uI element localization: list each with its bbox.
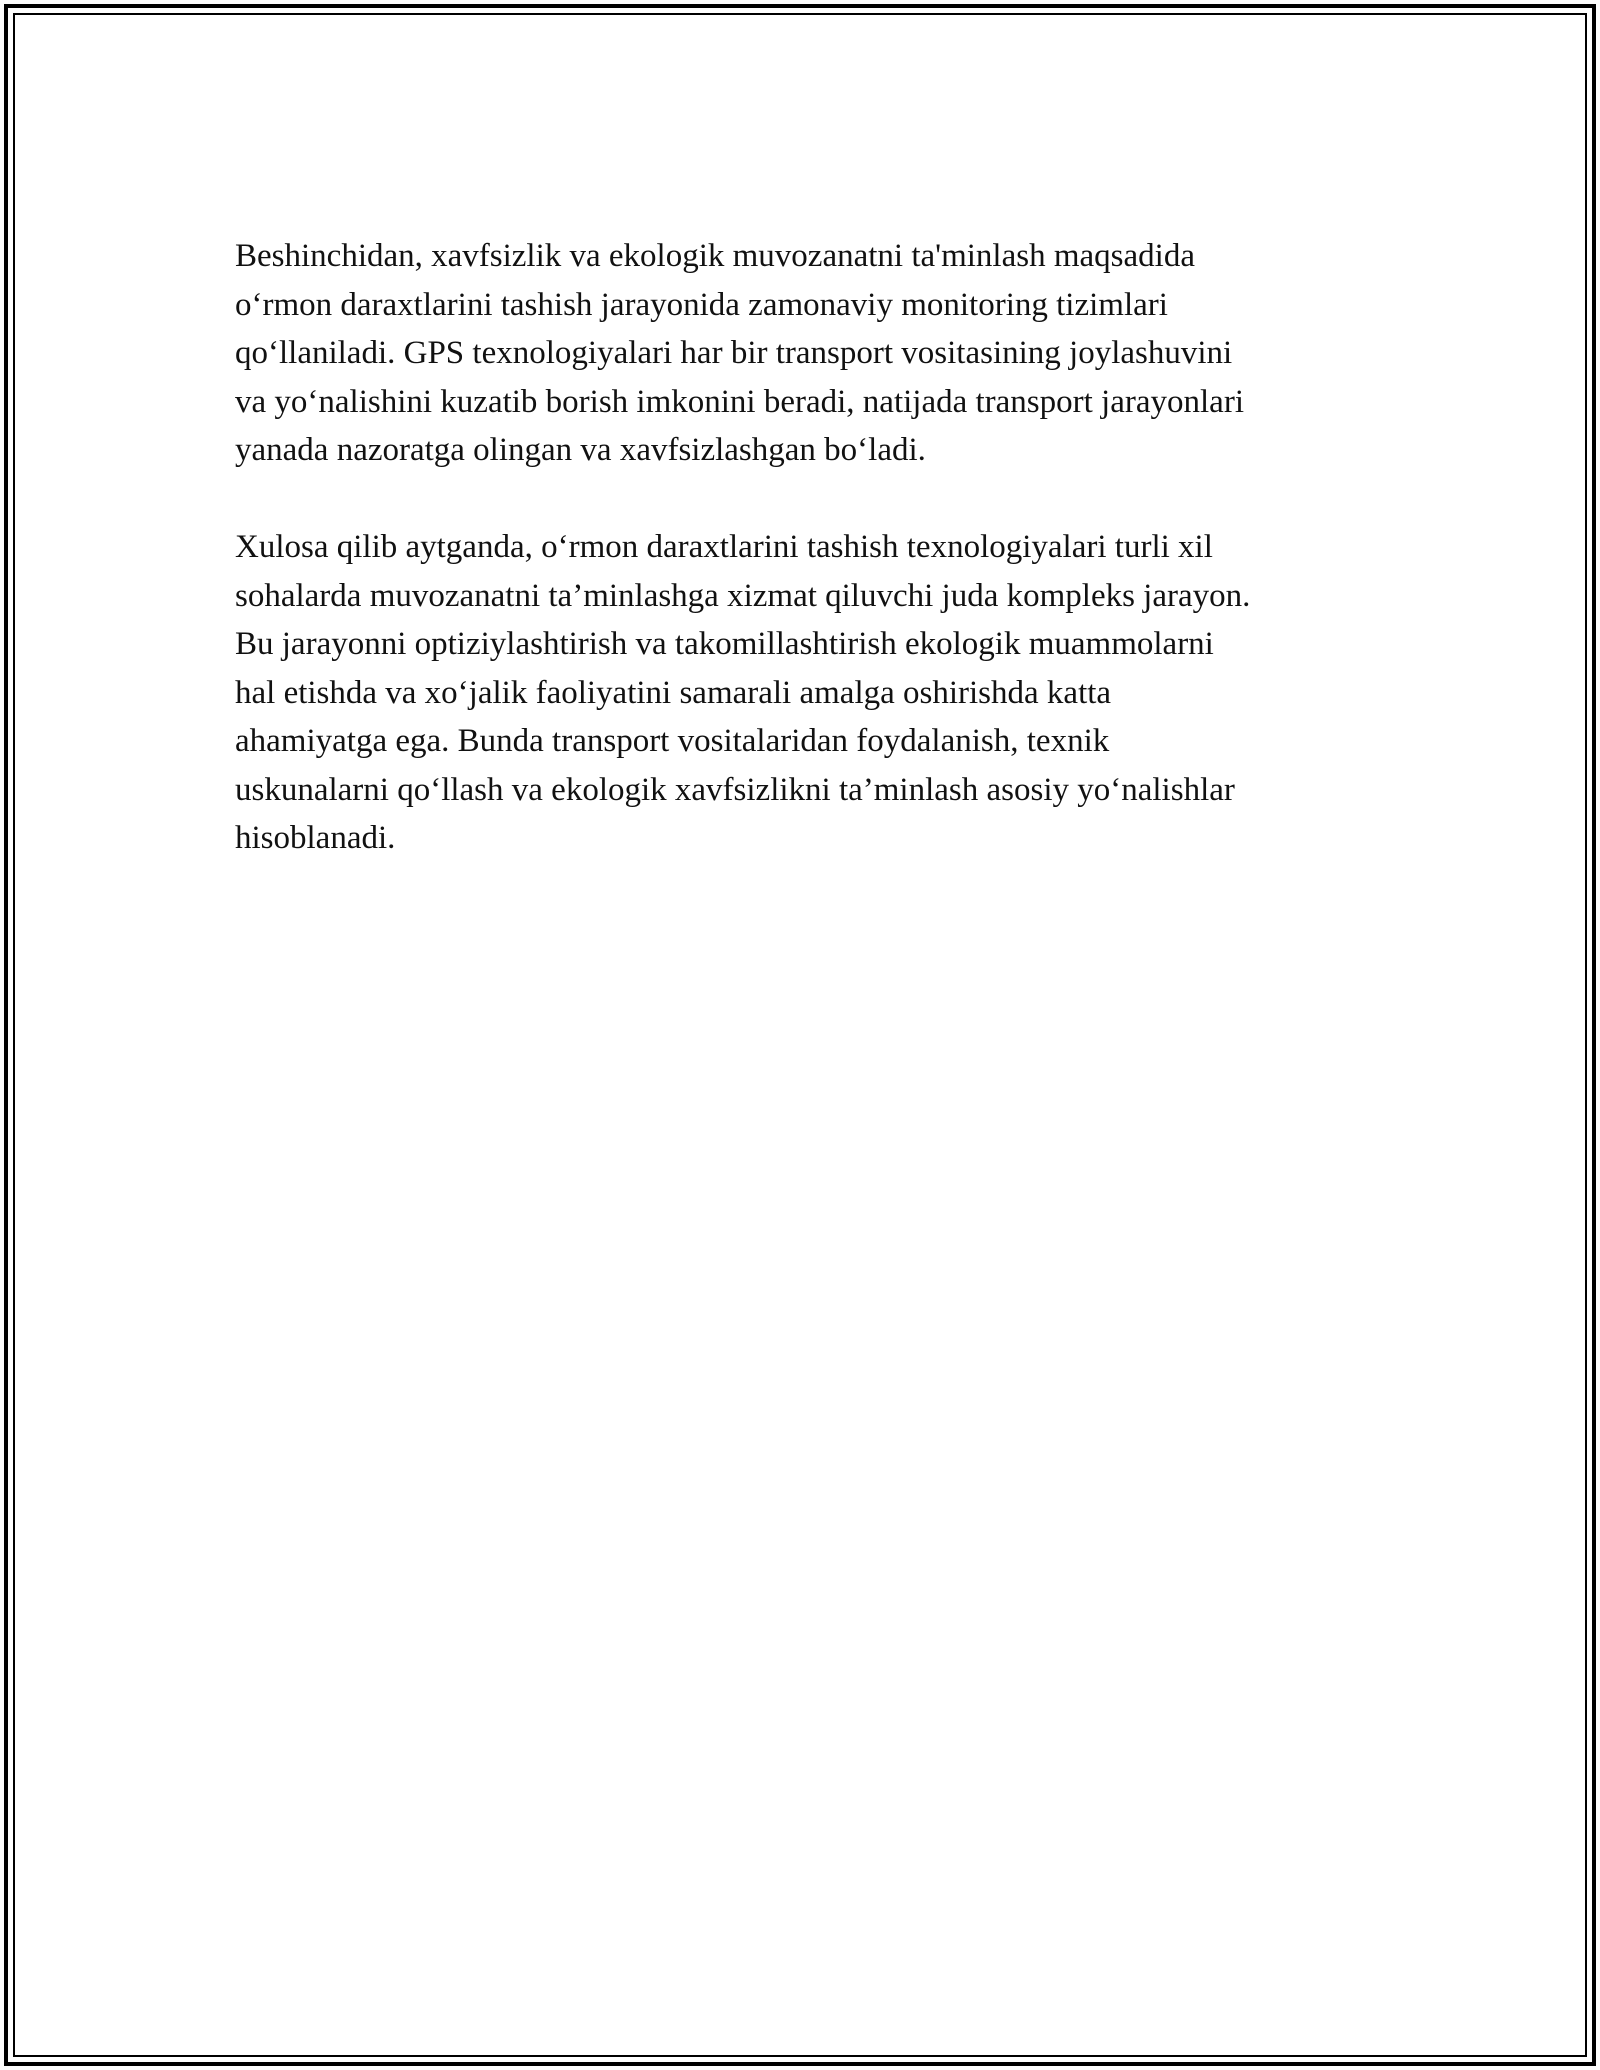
text-line: ahamiyatga ega. Bunda transport vositalaridan foydalanish, texnik xyxy=(235,723,1110,759)
paragraph-conclusion xyxy=(235,523,1415,863)
text-line: o‘rmon daraxtlarini tashish jarayonida zamonaviy monitoring tizimlari xyxy=(235,286,1168,323)
document-body xyxy=(235,232,1415,911)
text-line: va yo‘nalishini kuzatib borish imkonini beradi, natijada transport jarayonlari xyxy=(235,383,1244,420)
text-line: Xulosa qilib aytganda, o‘rmon daraxtlarini tashish texnologiyalari turli xil xyxy=(235,529,1213,565)
paragraph-security-monitoring xyxy=(235,232,1415,475)
text-line: uskunalarni qo‘llash va ekologik xavfsizlikni ta’minlash asosiy yo‘nalishlar xyxy=(235,771,1235,808)
text-line: sohalarda muvozanatni ta’minlashga xizmat qiluvchi juda kompleks jarayon. xyxy=(235,577,1251,614)
text-line: qo‘llaniladi. GPS texnologiyalari har bir transport vositasining joylashuvini xyxy=(235,335,1233,371)
text-line: hisoblanadi. xyxy=(235,820,396,856)
text-line: hal etishda va xo‘jalik faoliyatini samarali amalga oshirishda katta xyxy=(235,674,1112,711)
text-line: yanada nazoratga olingan va xavfsizlashgan bo‘ladi. xyxy=(235,432,926,468)
text-line: Beshinchidan, xavfsizlik va ekologik muvozanatni ta'minlash maqsadida xyxy=(235,238,1195,274)
text-line: Bu jarayonni optiziylashtirish va takomillashtirish ekologik muammolarni xyxy=(235,626,1214,662)
